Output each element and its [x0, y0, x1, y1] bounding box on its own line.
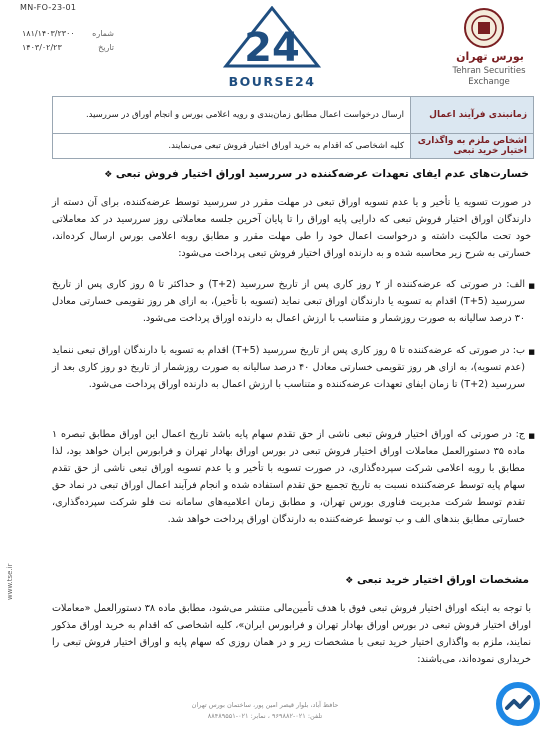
row2-label: اشخاص ملزم به واگذاری اختیار خرید تبعی	[411, 134, 534, 159]
number-value: ۱۸۱/۱۴۰۳/۲۳۰۰	[22, 28, 75, 38]
date-label: تاریخ	[98, 42, 114, 52]
row1-value: ارسال درخواست اعمال مطابق زمان‌بندی و رویه اعلامی بورس و انجام اوراق در سررسید.	[53, 97, 411, 134]
section2-body: با توجه به اینکه اوراق اختیار فروش تبعی فوق با هدف تأمین‌مالی منتشر می‌شود، مطابق ماده ۳۸ دستورالعمل «معاملات اوراق اختیار فروش تبعی در بورس اوراق بهادار تهران و فرابورس ایران»، کلیه اشخاصی که اقدام به خرید اوراق مذکور نمایند، ملزم به واگذاری اختیار خرید تبعی با مشخصات زیر و در همان روزی که سهام پایه و اوراق اختیار فروش تبعی را خریداری نموده‌اند، می‌باشند:	[52, 603, 531, 665]
section1-item-c: ج: در صورتی که اوراق اختیار فروش تبعی ناشی از حق تقدم سهام پایه باشد تاریخ اعمال این اوراق مطابق تبصره ۱ ماده ۳۵ دستورالعمل معاملات اوراق اختیار فروش تبعی در بورس اوراق بهادار تهران و فرابورس ایران خواهد بود، لذا مطابق با رویه اعلامی شرکت سپرده‌گذاری، در صورت تسویه با تأخیر و یا عدم تسویه اوراق تبعی ناشی از حق تقدم سهام پایه توسط عرضه‌کننده نسبت به تاریخ تجمیع حق تقدم استفاده شده و انجام فرآیند اعمال اوراق تبعی در نماد حق تقدم توسط شرکت مدیریت فناوری بورس تهران، و مطابق زمان اعلامیه‌های سامانه نت فلو شرکت سپرده‌گذاری، خسارتی مطابق بندهای الف و ب توسط عرضه‌کننده به دارندگان اوراق پرداخت خواهد شد.	[52, 429, 525, 525]
section1-title-text: خسارت‌های عدم ایفای تعهدات عرضه‌کننده در سررسید اوراق اختیار فروش تبعی	[115, 168, 529, 180]
document-meta	[22, 26, 114, 54]
item-bullet-icon: ■	[528, 282, 535, 290]
section-bullet-icon: ❖	[104, 170, 113, 180]
website-url: www.tse.ir	[6, 563, 14, 600]
table-row	[53, 97, 534, 134]
bourse24-logo	[218, 6, 326, 92]
date-value: ۱۴۰۳/۰۲/۲۳	[22, 42, 62, 52]
section-bullet-icon: ❖	[345, 576, 354, 586]
exchange-name-en: Tehran Securities Exchange	[452, 66, 526, 87]
number-label: شماره	[92, 28, 114, 38]
process-info-table	[52, 96, 534, 159]
section1-item-b: ب: در صورتی که عرضه‌کننده تا ۵ روز کاری پس از تاریخ سررسید (T+5) اقدام به تسویه با دارندگان اوراق تبعی ننماید (عدم تسویه)، به ازای هر روز تقویمی خسارتی معادل ۴۰ درصد سالیانه به صورت روزشمار از تاریخ دو روز کاری بعد از سررسید (T+2) تا زمان ایفای تعهدات عرضه‌کننده و متناسب با ارزش اعمال به دارنده اوراق پرداخت می‌شود.	[52, 345, 526, 390]
section2-title	[341, 574, 529, 586]
watermark-badge-icon	[494, 680, 542, 728]
item-bullet-icon: ■	[528, 348, 535, 356]
exchange-name-fa: بورس تهران	[456, 50, 524, 63]
footer-address-line2: تلفن: ۰۲۱-۹۶۹۸۸۲ ، نمابر: ۰۲۱-۸۸۴۸۹۵۵۱	[207, 712, 323, 720]
section2-title-text: مشخصات اوراق اختیار خرید تبعی	[357, 574, 529, 586]
bourse24-emblem-icon	[218, 6, 326, 74]
number-row	[22, 26, 114, 40]
document-code: MN-FO-23-01	[20, 3, 77, 12]
svg-text:24: 24	[244, 25, 300, 71]
footer-address	[150, 700, 380, 722]
footer-address-line1: حافظ آباد، بلوار قیصر امین پور، ساختمان بورس تهران	[191, 701, 339, 709]
row1-label: زمانبندی فرآیند اعمال	[411, 97, 534, 134]
table-row	[53, 134, 534, 159]
tse-seal-icon	[424, 6, 534, 50]
tehran-exchange-logo	[424, 6, 534, 98]
row2-value: کلیه اشخاصی که اقدام به خرید اوراق اختیار فروش تبعی می‌نمایند.	[53, 134, 411, 159]
item-bullet-icon: ■	[528, 432, 535, 440]
bourse24-wordmark: BOURSE24	[228, 74, 316, 89]
section1-intro: در صورت تسویه یا تأخیر و یا عدم تسویه اوراق تبعی در مهلت مقرر در سررسید توسط عرضه‌کننده، برای آن دسته از دارندگان اوراق اختیار فروش تبعی که دارایی پایه اوراق را تا پایان آخرین جلسه معاملاتی روز سررسید در کد معاملاتی خود تحت مالکیت داشته و درخواست اعمال خود را طی مهلت مقرر و مطابق رویه اعلامی بورس ارسال کرده‌اند، خسارتی به شرح زیر محاسبه شده و به دارنده اوراق اختیار فروش تبعی پرداخت می‌شود:	[52, 197, 531, 259]
section1-item-a: الف: در صورتی که عرضه‌کننده از ۲ روز کاری پس از تاریخ سررسید (T+2) و حداکثر تا ۵ روز کاری پس از تاریخ سررسید (T+5) اقدام به تسویه یا دارندگان اوراق تبعی نماید (تسویه با تأخیر)، به ازای هر روز تقویمی خسارتی معادل ۳۰ درصد سالیانه به صورت روزشمار و متناسب با ارزش اعمال به دارنده اوراق پرداخت می‌شود.	[52, 279, 525, 324]
date-row	[22, 40, 114, 54]
section1-title	[100, 168, 529, 180]
